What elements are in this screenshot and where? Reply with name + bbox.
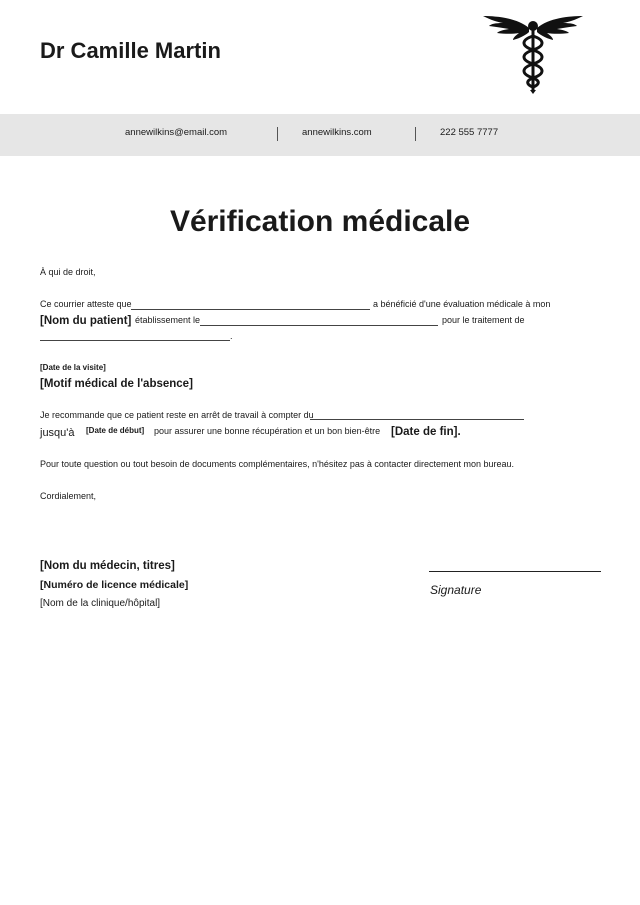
paragraph1-text-a: Ce courrier atteste que (40, 299, 132, 309)
paragraph1-end-punct: . (230, 331, 233, 341)
closing: Cordialement, (40, 491, 97, 501)
caduceus-icon (483, 14, 583, 94)
doctor-name-field[interactable]: [Nom du médecin, titres] (40, 560, 175, 572)
license-number-field[interactable]: [Numéro de licence médicale] (40, 579, 189, 591)
signature-label: Signature (430, 583, 482, 597)
doctor-name: Dr Camille Martin (40, 38, 221, 63)
end-date-field[interactable]: [Date de fin]. (391, 426, 461, 438)
signature-line[interactable] (429, 571, 601, 572)
contact-phone: 222 555 7777 (440, 127, 499, 138)
greeting: À qui de droit, (40, 267, 96, 277)
page-title: Vérification médicale (169, 205, 471, 238)
paragraph2-text-b: pour assurer une bonne récupération et un bon bien-être (154, 426, 381, 436)
paragraph2-until: jusqu'à (40, 427, 75, 439)
start-date-line[interactable] (310, 419, 524, 420)
visit-date-line[interactable] (200, 325, 438, 326)
paragraph1-text-b: a bénéficié d'une évaluation médicale à mon (373, 299, 551, 309)
patient-name-field[interactable]: [Nom du patient] (40, 315, 132, 327)
contact-email[interactable]: annewilkins@email.com (125, 127, 228, 138)
patient-name-line[interactable] (131, 309, 370, 310)
paragraph1-text-d: pour le traitement de (442, 315, 525, 325)
paragraph2-text-a: Je recommande que ce patient reste en arrêt de travail à compter du (40, 410, 314, 420)
visit-date-field[interactable]: [Date de la visite] (40, 363, 106, 372)
paragraph3: Pour toute question ou tout besoin de documents complémentaires, n'hésitez pas à contacter directement mon bureau. (40, 459, 514, 469)
clinic-name-field[interactable]: [Nom de la clinique/hôpital] (40, 598, 161, 609)
paragraph1-text-c: établissement le (135, 315, 201, 325)
contact-bar (0, 114, 640, 156)
absence-reason-field[interactable]: [Motif médical de l'absence] (40, 378, 193, 390)
contact-website[interactable]: annewilkins.com (302, 127, 372, 138)
start-date-field[interactable]: [Date de début] (86, 426, 145, 435)
contact-separator (277, 127, 278, 141)
contact-separator (415, 127, 416, 141)
treatment-line[interactable] (40, 340, 230, 341)
